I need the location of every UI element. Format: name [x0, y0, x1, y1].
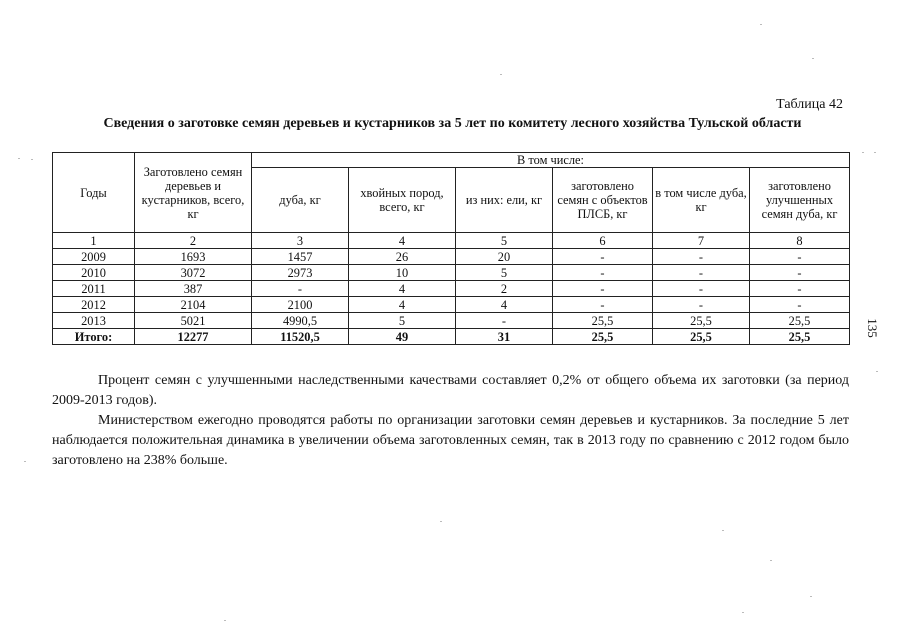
- table-cell: 25,5: [553, 313, 653, 329]
- table-row: [53, 265, 850, 281]
- column-number: 5: [456, 233, 553, 249]
- document-title: Сведения о заготовке семян деревьев и кустарников за 5 лет по комитету лесного хозяйства Тульской области: [103, 116, 802, 131]
- table-cell: 5: [349, 313, 456, 329]
- header-plsb: заготовлено семян с объектов ПЛСБ, кг: [553, 168, 653, 233]
- table-cell: -: [653, 265, 750, 281]
- column-number: 7: [653, 233, 750, 249]
- column-number: 1: [53, 233, 135, 249]
- table-caption: Таблица 42: [776, 97, 843, 112]
- table-row: [53, 281, 850, 297]
- table-cell: 20: [456, 249, 553, 265]
- table-cell: 4: [349, 297, 456, 313]
- table-cell: 2011: [53, 281, 135, 297]
- table-cell: 2010: [53, 265, 135, 281]
- table-cell: 2013: [53, 313, 135, 329]
- table-cell: -: [553, 297, 653, 313]
- table-row: [53, 313, 850, 329]
- table-cell: 1693: [135, 249, 252, 265]
- page-number: 135: [865, 318, 880, 338]
- total-label: Итого:: [53, 329, 135, 345]
- table-cell: 387: [135, 281, 252, 297]
- table-cell: 3072: [135, 265, 252, 281]
- header-improved-oak: заготовлено улучшенных семян дуба, кг: [750, 168, 850, 233]
- total-cell: 25,5: [750, 329, 850, 345]
- table-cell: -: [750, 297, 850, 313]
- total-cell: 11520,5: [252, 329, 349, 345]
- column-number: 8: [750, 233, 850, 249]
- table-cell: 26: [349, 249, 456, 265]
- seed-harvest-table: [52, 152, 850, 345]
- header-including: В том числе:: [252, 153, 850, 168]
- table-cell: 4: [349, 281, 456, 297]
- table-cell: -: [456, 313, 553, 329]
- paragraph: [52, 371, 849, 411]
- total-cell: 25,5: [553, 329, 653, 345]
- paragraph-text: Процент семян с улучшенными наследственными качествами составляет 0,2% от общего объема их заготовки (за период 2009-2013 годов).: [52, 373, 849, 408]
- table-cell: -: [653, 297, 750, 313]
- table-cell: -: [553, 265, 653, 281]
- table-cell: 10: [349, 265, 456, 281]
- table-row: [53, 249, 850, 265]
- table-cell: 2012: [53, 297, 135, 313]
- total-cell: 25,5: [653, 329, 750, 345]
- total-cell: 12277: [135, 329, 252, 345]
- column-number: 6: [553, 233, 653, 249]
- column-number: 4: [349, 233, 456, 249]
- table-cell: 4990,5: [252, 313, 349, 329]
- table-cell: -: [653, 281, 750, 297]
- header-oak: дуба, кг: [252, 168, 349, 233]
- table-cell: 2973: [252, 265, 349, 281]
- table-cell: 5021: [135, 313, 252, 329]
- table-cell: -: [553, 281, 653, 297]
- table-cell: -: [750, 265, 850, 281]
- column-number: 3: [252, 233, 349, 249]
- header-years: Годы: [53, 153, 135, 233]
- table-cell: 25,5: [653, 313, 750, 329]
- total-cell: 31: [456, 329, 553, 345]
- column-number: 2: [135, 233, 252, 249]
- table-cell: 1457: [252, 249, 349, 265]
- table-cell: -: [750, 249, 850, 265]
- total-row: [53, 329, 850, 345]
- table-cell: -: [750, 281, 850, 297]
- table-cell: -: [653, 249, 750, 265]
- table-cell: 5: [456, 265, 553, 281]
- column-number-row: [53, 233, 850, 249]
- header-plsb-oak: в том числе дуба, кг: [653, 168, 750, 233]
- header-spruce: из них: ели, кг: [456, 168, 553, 233]
- table-cell: -: [252, 281, 349, 297]
- header-total: Заготовлено семян деревьев и кустарников, всего, кг: [135, 153, 252, 233]
- table-cell: 2: [456, 281, 553, 297]
- paragraph: [52, 411, 849, 471]
- table-row: [53, 297, 850, 313]
- table-cell: 4: [456, 297, 553, 313]
- table-cell: 25,5: [750, 313, 850, 329]
- table-cell: -: [553, 249, 653, 265]
- table-cell: 2104: [135, 297, 252, 313]
- table-cell: 2009: [53, 249, 135, 265]
- header-conifers: хвойных пород, всего, кг: [349, 168, 456, 233]
- table-cell: 2100: [252, 297, 349, 313]
- paragraph-text: Министерством ежегодно проводятся работы по организации заготовки семян деревьев и кустарников. За последние 5 лет наблюдается положительная динамика в увеличении объема заготовленных семян, так в 2013 году по сравнению с 2012 годом было заготовлено на 238% больше.: [52, 413, 849, 468]
- total-cell: 49: [349, 329, 456, 345]
